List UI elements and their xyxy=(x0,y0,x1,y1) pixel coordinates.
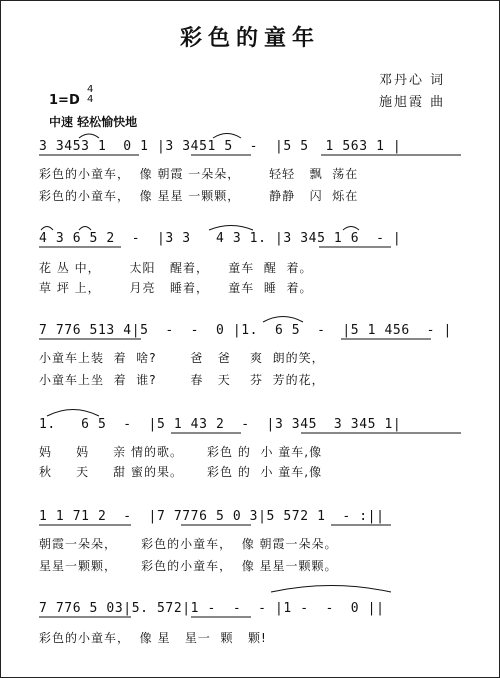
time-signature-top: 4 xyxy=(87,84,94,95)
slur xyxy=(209,226,253,231)
notation-line-2: 4 3 6 5 2 - |3 3 4 3 1. |3 345 1 6 - | xyxy=(39,231,402,246)
slur xyxy=(79,227,91,231)
slur xyxy=(343,227,359,231)
lyric-line-6a: 彩色的小童车， 像 星 星一 颗 颗! xyxy=(39,631,267,645)
slur xyxy=(47,410,99,417)
slur xyxy=(41,227,53,231)
lyric-line-3b: 小童车上坐 着 谁? 春 天 芬 芳的花， xyxy=(39,373,325,387)
notation-line-6: 7 776 5 03|5. 572|1 - - - |1 - - 0 || xyxy=(39,601,385,616)
slur xyxy=(213,134,241,139)
lyric-line-4b: 秋 天 甜 蜜的果。 彩色 的 小 童车,像 xyxy=(39,465,323,479)
time-signature-bottom: 4 xyxy=(87,94,94,105)
lyric-line-4a: 妈 妈 亲 情的歌。 彩色 的 小 童车,像 xyxy=(39,445,323,459)
lyric-line-1a: 彩色的小童车， 像 朝霞 一朵朵， 轻轻 飘 荡在 xyxy=(39,167,359,181)
lyric-line-3a: 小童车上装 着 啥? 爸 爸 爽 朗的笑， xyxy=(39,351,325,365)
notation-line-1: 3 3453 1 0 1 |3 3451 5 - |5 5 1 563 1 | xyxy=(39,139,402,154)
slur xyxy=(271,586,391,593)
page-title: 彩色的童年 xyxy=(179,25,320,51)
lyric-line-2b: 草 坪 上， 月亮 睡着， 童车 睡 着。 xyxy=(39,281,313,295)
composer-credit: 施旭霞 曲 xyxy=(379,95,446,110)
key-signature: 1=D xyxy=(49,93,80,108)
tempo-marking: 中速 轻松愉快地 xyxy=(49,115,138,129)
slur xyxy=(263,317,303,323)
lyric-line-5b: 星星一颗颗， 彩色的小童车， 像 星星一颗颗。 xyxy=(39,559,338,573)
notation-line-4: 1. 6 5 - |5 1 43 2 - |3 345 3 345 1| xyxy=(39,417,402,432)
slur xyxy=(79,134,99,138)
lyric-line-2a: 花 丛 中， 太阳 醒着， 童车 醒 着。 xyxy=(39,261,313,275)
lyricist-credit: 邓丹心 词 xyxy=(379,73,446,88)
lyric-line-1b: 彩色的小童车， 像 星星 一颗颗， 静静 闪 烁在 xyxy=(39,189,359,203)
notation-line-3: 7 776 513 4|5 - - 0 |1. 6 5 - |5 1 456 - | xyxy=(39,323,452,338)
notation-line-5: 1 1 71 2 - |7 7776 5 0 3|5 572 1 - :|| xyxy=(39,509,385,524)
time-signature xyxy=(87,85,93,105)
lyric-line-5a: 朝霞一朵朵， 彩色的小童车， 像 朝霞一朵朵。 xyxy=(39,537,338,551)
